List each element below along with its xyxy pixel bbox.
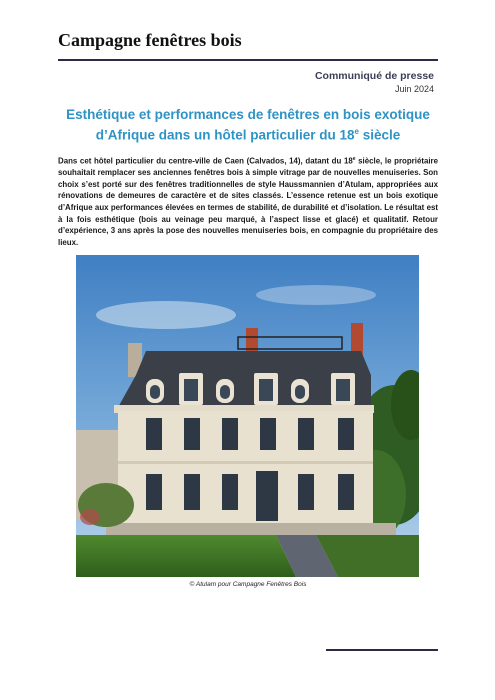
headline — [58, 106, 438, 144]
headline-line-1: Esthétique et performances de fenêtres en bois exotique — [66, 107, 430, 122]
photo-caption: © Atulam pour Campagne Fenêtres Bois — [189, 581, 307, 588]
headline-line-2: d’Afrique dans un hôtel particulier du 18e siècle — [95, 127, 401, 143]
footer-divider — [326, 649, 438, 651]
press-release-label: Communiqué de presse — [314, 70, 434, 82]
intro-paragraph: Dans cet hôtel particulier du centre-ville de Caen (Calvados, 14), datant du 18e siècle, le propriétaire souhaitait remplacer ses anciennes fenêtres bois à simple vitrage par de nouvelles menuiseries. Son choix s’est porté sur des fenêtres traditionnelles de style Haussmannien d’Atulam, appropriées aux rénovations de demeures de caractère et de sites classés. L’essence retenue est un bois exotique d’Afrique aux performances élevées en termes de stabilité, de durabilité et d’isolation. Le résultat est à la fois esthétique (bois au veinage peu marqué, à l’aspect lisse et glacé) et qualitatif. Retour d’expérience, 3 ans après la pose des nouvelles menuiseries bois, en compagnie du propriétaire des lieux. — [58, 156, 439, 247]
document-title: Campagne fenêtres bois — [58, 30, 242, 50]
building-photo — [76, 255, 419, 577]
press-release-date: Juin 2024 — [394, 84, 434, 94]
header-divider — [58, 59, 438, 61]
